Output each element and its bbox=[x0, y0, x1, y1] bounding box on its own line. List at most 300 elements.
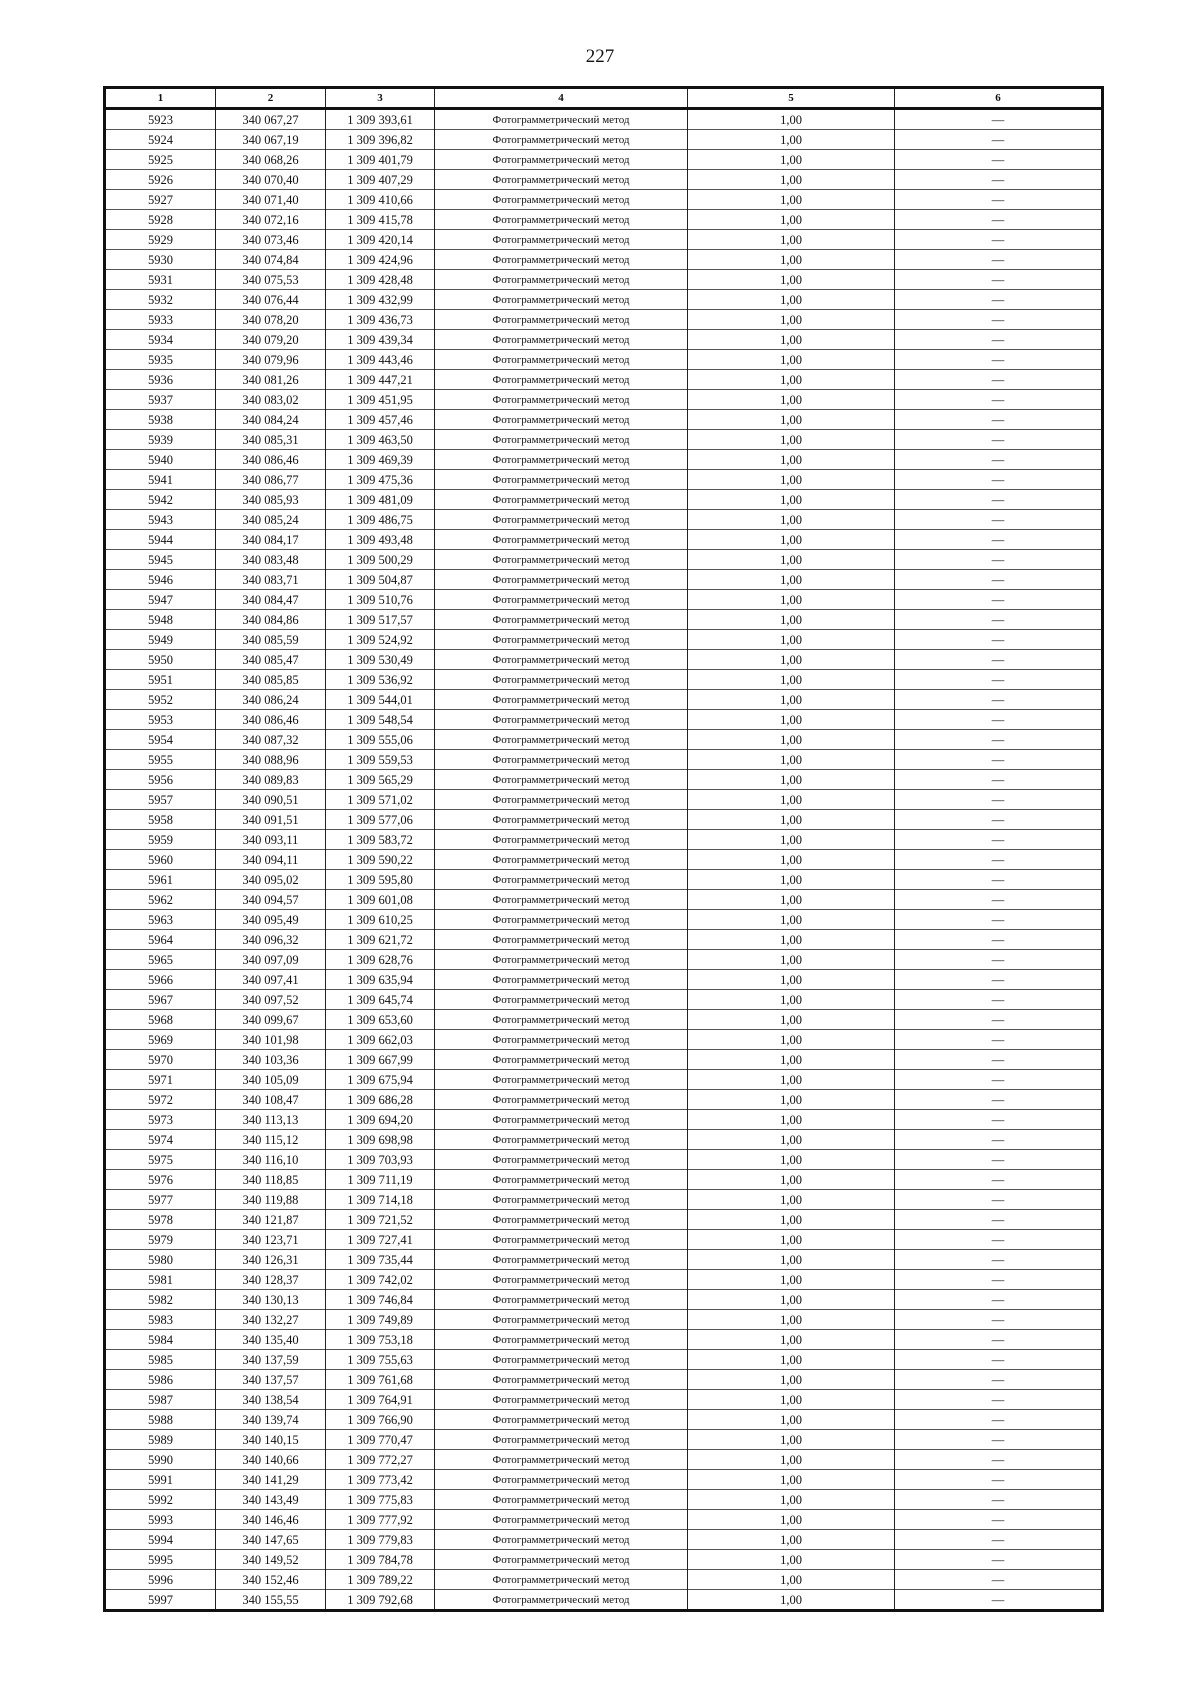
y-coordinate-cell: 1 309 667,99 bbox=[326, 1050, 435, 1070]
description-cell: — bbox=[895, 1450, 1103, 1470]
point-number-cell: 5984 bbox=[105, 1330, 216, 1350]
table-row bbox=[105, 1230, 1103, 1250]
x-coordinate-cell: 340 088,96 bbox=[216, 750, 326, 770]
y-coordinate-cell: 1 309 481,09 bbox=[326, 490, 435, 510]
description-cell: — bbox=[895, 170, 1103, 190]
accuracy-cell: 1,00 bbox=[688, 1310, 895, 1330]
x-coordinate-cell: 340 074,84 bbox=[216, 250, 326, 270]
x-coordinate-cell: 340 103,36 bbox=[216, 1050, 326, 1070]
x-coordinate-cell: 340 128,37 bbox=[216, 1270, 326, 1290]
method-cell: Фотограмметрический метод bbox=[435, 910, 688, 930]
method-cell: Фотограмметрический метод bbox=[435, 950, 688, 970]
description-cell: — bbox=[895, 1130, 1103, 1150]
description-cell: — bbox=[895, 210, 1103, 230]
x-coordinate-cell: 340 085,59 bbox=[216, 630, 326, 650]
table-row bbox=[105, 450, 1103, 470]
accuracy-cell: 1,00 bbox=[688, 270, 895, 290]
point-number-cell: 5969 bbox=[105, 1030, 216, 1050]
method-cell: Фотограмметрический метод bbox=[435, 330, 688, 350]
table-row bbox=[105, 1530, 1103, 1550]
method-cell: Фотограмметрический метод bbox=[435, 530, 688, 550]
point-number-cell: 5928 bbox=[105, 210, 216, 230]
accuracy-cell: 1,00 bbox=[688, 1030, 895, 1050]
y-coordinate-cell: 1 309 764,91 bbox=[326, 1390, 435, 1410]
table-row bbox=[105, 1390, 1103, 1410]
page-number: 227 bbox=[585, 46, 615, 67]
point-number-cell: 5973 bbox=[105, 1110, 216, 1130]
method-cell: Фотограмметрический метод bbox=[435, 1430, 688, 1450]
y-coordinate-cell: 1 309 393,61 bbox=[326, 109, 435, 130]
table-row bbox=[105, 1010, 1103, 1030]
accuracy-cell: 1,00 bbox=[688, 1230, 895, 1250]
column-header-1: 1 bbox=[105, 88, 216, 109]
point-number-cell: 5934 bbox=[105, 330, 216, 350]
y-coordinate-cell: 1 309 653,60 bbox=[326, 1010, 435, 1030]
y-coordinate-cell: 1 309 645,74 bbox=[326, 990, 435, 1010]
table-row bbox=[105, 1350, 1103, 1370]
accuracy-cell: 1,00 bbox=[688, 1010, 895, 1030]
y-coordinate-cell: 1 309 595,80 bbox=[326, 870, 435, 890]
description-cell: — bbox=[895, 1050, 1103, 1070]
point-number-cell: 5945 bbox=[105, 550, 216, 570]
accuracy-cell: 1,00 bbox=[688, 470, 895, 490]
table-row bbox=[105, 390, 1103, 410]
table-row bbox=[105, 250, 1103, 270]
y-coordinate-cell: 1 309 451,95 bbox=[326, 390, 435, 410]
point-number-cell: 5953 bbox=[105, 710, 216, 730]
method-cell: Фотограмметрический метод bbox=[435, 1150, 688, 1170]
y-coordinate-cell: 1 309 486,75 bbox=[326, 510, 435, 530]
description-cell: — bbox=[895, 1270, 1103, 1290]
table-row bbox=[105, 830, 1103, 850]
x-coordinate-cell: 340 097,52 bbox=[216, 990, 326, 1010]
description-cell: — bbox=[895, 490, 1103, 510]
table-row bbox=[105, 310, 1103, 330]
point-number-cell: 5956 bbox=[105, 770, 216, 790]
description-cell: — bbox=[895, 1090, 1103, 1110]
table-row bbox=[105, 109, 1103, 130]
y-coordinate-cell: 1 309 583,72 bbox=[326, 830, 435, 850]
method-cell: Фотограмметрический метод bbox=[435, 430, 688, 450]
accuracy-cell: 1,00 bbox=[688, 1210, 895, 1230]
point-number-cell: 5986 bbox=[105, 1370, 216, 1390]
x-coordinate-cell: 340 084,24 bbox=[216, 410, 326, 430]
description-cell: — bbox=[895, 1290, 1103, 1310]
method-cell: Фотограмметрический метод bbox=[435, 1410, 688, 1430]
x-coordinate-cell: 340 067,27 bbox=[216, 109, 326, 130]
method-cell: Фотограмметрический метод bbox=[435, 1550, 688, 1570]
description-cell: — bbox=[895, 550, 1103, 570]
accuracy-cell: 1,00 bbox=[688, 230, 895, 250]
point-number-cell: 5994 bbox=[105, 1530, 216, 1550]
x-coordinate-cell: 340 079,20 bbox=[216, 330, 326, 350]
table-row bbox=[105, 1550, 1103, 1570]
point-number-cell: 5968 bbox=[105, 1010, 216, 1030]
y-coordinate-cell: 1 309 469,39 bbox=[326, 450, 435, 470]
description-cell: — bbox=[895, 770, 1103, 790]
point-number-cell: 5947 bbox=[105, 590, 216, 610]
description-cell: — bbox=[895, 1250, 1103, 1270]
point-number-cell: 5982 bbox=[105, 1290, 216, 1310]
method-cell: Фотограмметрический метод bbox=[435, 210, 688, 230]
table-row bbox=[105, 430, 1103, 450]
description-cell: — bbox=[895, 1190, 1103, 1210]
method-cell: Фотограмметрический метод bbox=[435, 1370, 688, 1390]
table-row bbox=[105, 930, 1103, 950]
point-number-cell: 5997 bbox=[105, 1590, 216, 1611]
table-row bbox=[105, 630, 1103, 650]
method-cell: Фотограмметрический метод bbox=[435, 130, 688, 150]
description-cell: — bbox=[895, 1030, 1103, 1050]
point-number-cell: 5996 bbox=[105, 1570, 216, 1590]
description-cell: — bbox=[895, 730, 1103, 750]
description-cell: — bbox=[895, 1330, 1103, 1350]
y-coordinate-cell: 1 309 610,25 bbox=[326, 910, 435, 930]
x-coordinate-cell: 340 072,16 bbox=[216, 210, 326, 230]
y-coordinate-cell: 1 309 621,72 bbox=[326, 930, 435, 950]
accuracy-cell: 1,00 bbox=[688, 1050, 895, 1070]
x-coordinate-cell: 340 086,46 bbox=[216, 710, 326, 730]
point-number-cell: 5932 bbox=[105, 290, 216, 310]
point-number-cell: 5990 bbox=[105, 1450, 216, 1470]
y-coordinate-cell: 1 309 555,06 bbox=[326, 730, 435, 750]
method-cell: Фотограмметрический метод bbox=[435, 850, 688, 870]
description-cell: — bbox=[895, 130, 1103, 150]
y-coordinate-cell: 1 309 439,34 bbox=[326, 330, 435, 350]
y-coordinate-cell: 1 309 789,22 bbox=[326, 1570, 435, 1590]
coordinates-table bbox=[103, 86, 1104, 1612]
accuracy-cell: 1,00 bbox=[688, 1550, 895, 1570]
y-coordinate-cell: 1 309 432,99 bbox=[326, 290, 435, 310]
method-cell: Фотограмметрический метод bbox=[435, 770, 688, 790]
y-coordinate-cell: 1 309 635,94 bbox=[326, 970, 435, 990]
description-cell: — bbox=[895, 530, 1103, 550]
method-cell: Фотограмметрический метод bbox=[435, 810, 688, 830]
point-number-cell: 5972 bbox=[105, 1090, 216, 1110]
point-number-cell: 5924 bbox=[105, 130, 216, 150]
x-coordinate-cell: 340 071,40 bbox=[216, 190, 326, 210]
y-coordinate-cell: 1 309 410,66 bbox=[326, 190, 435, 210]
table-row bbox=[105, 350, 1103, 370]
description-cell: — bbox=[895, 1550, 1103, 1570]
x-coordinate-cell: 340 121,87 bbox=[216, 1210, 326, 1230]
table-row bbox=[105, 1190, 1103, 1210]
point-number-cell: 5960 bbox=[105, 850, 216, 870]
description-cell: — bbox=[895, 109, 1103, 130]
method-cell: Фотограмметрический метод bbox=[435, 1070, 688, 1090]
y-coordinate-cell: 1 309 766,90 bbox=[326, 1410, 435, 1430]
description-cell: — bbox=[895, 890, 1103, 910]
accuracy-cell: 1,00 bbox=[688, 1270, 895, 1290]
point-number-cell: 5943 bbox=[105, 510, 216, 530]
accuracy-cell: 1,00 bbox=[688, 310, 895, 330]
point-number-cell: 5927 bbox=[105, 190, 216, 210]
point-number-cell: 5963 bbox=[105, 910, 216, 930]
point-number-cell: 5959 bbox=[105, 830, 216, 850]
accuracy-cell: 1,00 bbox=[688, 1130, 895, 1150]
method-cell: Фотограмметрический метод bbox=[435, 1310, 688, 1330]
table-row bbox=[105, 670, 1103, 690]
accuracy-cell: 1,00 bbox=[688, 1330, 895, 1350]
table-row bbox=[105, 1570, 1103, 1590]
table-row bbox=[105, 790, 1103, 810]
method-cell: Фотограмметрический метод bbox=[435, 230, 688, 250]
table-row bbox=[105, 1270, 1103, 1290]
x-coordinate-cell: 340 083,02 bbox=[216, 390, 326, 410]
table-body bbox=[105, 109, 1103, 1611]
x-coordinate-cell: 340 119,88 bbox=[216, 1190, 326, 1210]
table-row bbox=[105, 1410, 1103, 1430]
method-cell: Фотограмметрический метод bbox=[435, 270, 688, 290]
y-coordinate-cell: 1 309 698,98 bbox=[326, 1130, 435, 1150]
method-cell: Фотограмметрический метод bbox=[435, 590, 688, 610]
accuracy-cell: 1,00 bbox=[688, 430, 895, 450]
x-coordinate-cell: 340 084,86 bbox=[216, 610, 326, 630]
table-row bbox=[105, 650, 1103, 670]
table-row bbox=[105, 750, 1103, 770]
point-number-cell: 5955 bbox=[105, 750, 216, 770]
accuracy-cell: 1,00 bbox=[688, 970, 895, 990]
coordinates-table-container bbox=[103, 86, 1101, 1612]
y-coordinate-cell: 1 309 662,03 bbox=[326, 1030, 435, 1050]
y-coordinate-cell: 1 309 770,47 bbox=[326, 1430, 435, 1450]
table-row bbox=[105, 870, 1103, 890]
table-row bbox=[105, 170, 1103, 190]
table-row bbox=[105, 210, 1103, 230]
table-row bbox=[105, 1370, 1103, 1390]
y-coordinate-cell: 1 309 749,89 bbox=[326, 1310, 435, 1330]
y-coordinate-cell: 1 309 401,79 bbox=[326, 150, 435, 170]
table-row bbox=[105, 550, 1103, 570]
x-coordinate-cell: 340 087,32 bbox=[216, 730, 326, 750]
accuracy-cell: 1,00 bbox=[688, 710, 895, 730]
point-number-cell: 5971 bbox=[105, 1070, 216, 1090]
x-coordinate-cell: 340 097,41 bbox=[216, 970, 326, 990]
x-coordinate-cell: 340 113,13 bbox=[216, 1110, 326, 1130]
point-number-cell: 5992 bbox=[105, 1490, 216, 1510]
accuracy-cell: 1,00 bbox=[688, 1110, 895, 1130]
x-coordinate-cell: 340 095,49 bbox=[216, 910, 326, 930]
method-cell: Фотограмметрический метод bbox=[435, 1450, 688, 1470]
method-cell: Фотограмметрический метод bbox=[435, 1030, 688, 1050]
method-cell: Фотограмметрический метод bbox=[435, 470, 688, 490]
accuracy-cell: 1,00 bbox=[688, 1150, 895, 1170]
method-cell: Фотограмметрический метод bbox=[435, 450, 688, 470]
y-coordinate-cell: 1 309 530,49 bbox=[326, 650, 435, 670]
accuracy-cell: 1,00 bbox=[688, 990, 895, 1010]
description-cell: — bbox=[895, 1170, 1103, 1190]
table-row bbox=[105, 1510, 1103, 1530]
table-row bbox=[105, 530, 1103, 550]
x-coordinate-cell: 340 067,19 bbox=[216, 130, 326, 150]
point-number-cell: 5925 bbox=[105, 150, 216, 170]
table-row bbox=[105, 970, 1103, 990]
table-row bbox=[105, 230, 1103, 250]
point-number-cell: 5926 bbox=[105, 170, 216, 190]
description-cell: — bbox=[895, 930, 1103, 950]
point-number-cell: 5988 bbox=[105, 1410, 216, 1430]
point-number-cell: 5970 bbox=[105, 1050, 216, 1070]
accuracy-cell: 1,00 bbox=[688, 570, 895, 590]
table-row bbox=[105, 1310, 1103, 1330]
accuracy-cell: 1,00 bbox=[688, 890, 895, 910]
method-cell: Фотограмметрический метод bbox=[435, 550, 688, 570]
description-cell: — bbox=[895, 1350, 1103, 1370]
x-coordinate-cell: 340 099,67 bbox=[216, 1010, 326, 1030]
y-coordinate-cell: 1 309 571,02 bbox=[326, 790, 435, 810]
y-coordinate-cell: 1 309 772,27 bbox=[326, 1450, 435, 1470]
table-row bbox=[105, 510, 1103, 530]
accuracy-cell: 1,00 bbox=[688, 850, 895, 870]
method-cell: Фотограмметрический метод bbox=[435, 570, 688, 590]
description-cell: — bbox=[895, 270, 1103, 290]
method-cell: Фотограмметрический метод bbox=[435, 670, 688, 690]
point-number-cell: 5941 bbox=[105, 470, 216, 490]
table-row bbox=[105, 1470, 1103, 1490]
method-cell: Фотограмметрический метод bbox=[435, 190, 688, 210]
description-cell: — bbox=[895, 1390, 1103, 1410]
x-coordinate-cell: 340 085,93 bbox=[216, 490, 326, 510]
point-number-cell: 5983 bbox=[105, 1310, 216, 1330]
accuracy-cell: 1,00 bbox=[688, 1410, 895, 1430]
accuracy-cell: 1,00 bbox=[688, 610, 895, 630]
accuracy-cell: 1,00 bbox=[688, 210, 895, 230]
x-coordinate-cell: 340 101,98 bbox=[216, 1030, 326, 1050]
y-coordinate-cell: 1 309 784,78 bbox=[326, 1550, 435, 1570]
table-row bbox=[105, 1210, 1103, 1230]
method-cell: Фотограмметрический метод bbox=[435, 970, 688, 990]
accuracy-cell: 1,00 bbox=[688, 670, 895, 690]
point-number-cell: 5979 bbox=[105, 1230, 216, 1250]
method-cell: Фотограмметрический метод bbox=[435, 109, 688, 130]
x-coordinate-cell: 340 094,57 bbox=[216, 890, 326, 910]
table-row bbox=[105, 730, 1103, 750]
point-number-cell: 5937 bbox=[105, 390, 216, 410]
y-coordinate-cell: 1 309 773,42 bbox=[326, 1470, 435, 1490]
x-coordinate-cell: 340 075,53 bbox=[216, 270, 326, 290]
accuracy-cell: 1,00 bbox=[688, 1470, 895, 1490]
y-coordinate-cell: 1 309 721,52 bbox=[326, 1210, 435, 1230]
x-coordinate-cell: 340 140,66 bbox=[216, 1450, 326, 1470]
y-coordinate-cell: 1 309 775,83 bbox=[326, 1490, 435, 1510]
x-coordinate-cell: 340 126,31 bbox=[216, 1250, 326, 1270]
y-coordinate-cell: 1 309 755,63 bbox=[326, 1350, 435, 1370]
y-coordinate-cell: 1 309 686,28 bbox=[326, 1090, 435, 1110]
accuracy-cell: 1,00 bbox=[688, 170, 895, 190]
accuracy-cell: 1,00 bbox=[688, 450, 895, 470]
table-row bbox=[105, 910, 1103, 930]
table-row bbox=[105, 890, 1103, 910]
y-coordinate-cell: 1 309 601,08 bbox=[326, 890, 435, 910]
description-cell: — bbox=[895, 150, 1103, 170]
accuracy-cell: 1,00 bbox=[688, 650, 895, 670]
y-coordinate-cell: 1 309 703,93 bbox=[326, 1150, 435, 1170]
table-row bbox=[105, 290, 1103, 310]
x-coordinate-cell: 340 132,27 bbox=[216, 1310, 326, 1330]
y-coordinate-cell: 1 309 424,96 bbox=[326, 250, 435, 270]
accuracy-cell: 1,00 bbox=[688, 1450, 895, 1470]
accuracy-cell: 1,00 bbox=[688, 1390, 895, 1410]
accuracy-cell: 1,00 bbox=[688, 250, 895, 270]
method-cell: Фотограмметрический метод bbox=[435, 310, 688, 330]
x-coordinate-cell: 340 083,71 bbox=[216, 570, 326, 590]
accuracy-cell: 1,00 bbox=[688, 1250, 895, 1270]
y-coordinate-cell: 1 309 577,06 bbox=[326, 810, 435, 830]
description-cell: — bbox=[895, 570, 1103, 590]
x-coordinate-cell: 340 097,09 bbox=[216, 950, 326, 970]
y-coordinate-cell: 1 309 447,21 bbox=[326, 370, 435, 390]
description-cell: — bbox=[895, 1490, 1103, 1510]
point-number-cell: 5964 bbox=[105, 930, 216, 950]
method-cell: Фотограмметрический метод bbox=[435, 650, 688, 670]
method-cell: Фотограмметрический метод bbox=[435, 1170, 688, 1190]
point-number-cell: 5976 bbox=[105, 1170, 216, 1190]
method-cell: Фотограмметрический метод bbox=[435, 290, 688, 310]
accuracy-cell: 1,00 bbox=[688, 550, 895, 570]
description-cell: — bbox=[895, 450, 1103, 470]
method-cell: Фотограмметрический метод bbox=[435, 150, 688, 170]
accuracy-cell: 1,00 bbox=[688, 1590, 895, 1611]
y-coordinate-cell: 1 309 548,54 bbox=[326, 710, 435, 730]
point-number-cell: 5981 bbox=[105, 1270, 216, 1290]
description-cell: — bbox=[895, 830, 1103, 850]
table-row bbox=[105, 850, 1103, 870]
x-coordinate-cell: 340 081,26 bbox=[216, 370, 326, 390]
y-coordinate-cell: 1 309 420,14 bbox=[326, 230, 435, 250]
table-row bbox=[105, 1450, 1103, 1470]
method-cell: Фотограмметрический метод bbox=[435, 350, 688, 370]
table-row bbox=[105, 1030, 1103, 1050]
description-cell: — bbox=[895, 1570, 1103, 1590]
table-row bbox=[105, 130, 1103, 150]
description-cell: — bbox=[895, 1110, 1103, 1130]
accuracy-cell: 1,00 bbox=[688, 150, 895, 170]
method-cell: Фотограмметрический метод bbox=[435, 710, 688, 730]
description-cell: — bbox=[895, 630, 1103, 650]
x-coordinate-cell: 340 091,51 bbox=[216, 810, 326, 830]
accuracy-cell: 1,00 bbox=[688, 810, 895, 830]
x-coordinate-cell: 340 085,31 bbox=[216, 430, 326, 450]
method-cell: Фотограмметрический метод bbox=[435, 730, 688, 750]
accuracy-cell: 1,00 bbox=[688, 1490, 895, 1510]
point-number-cell: 5944 bbox=[105, 530, 216, 550]
table-row bbox=[105, 370, 1103, 390]
y-coordinate-cell: 1 309 742,02 bbox=[326, 1270, 435, 1290]
point-number-cell: 5938 bbox=[105, 410, 216, 430]
description-cell: — bbox=[895, 1230, 1103, 1250]
description-cell: — bbox=[895, 310, 1103, 330]
description-cell: — bbox=[895, 250, 1103, 270]
x-coordinate-cell: 340 155,55 bbox=[216, 1590, 326, 1611]
x-coordinate-cell: 340 096,32 bbox=[216, 930, 326, 950]
description-cell: — bbox=[895, 470, 1103, 490]
y-coordinate-cell: 1 309 463,50 bbox=[326, 430, 435, 450]
x-coordinate-cell: 340 086,24 bbox=[216, 690, 326, 710]
accuracy-cell: 1,00 bbox=[688, 490, 895, 510]
point-number-cell: 5929 bbox=[105, 230, 216, 250]
x-coordinate-cell: 340 138,54 bbox=[216, 1390, 326, 1410]
description-cell: — bbox=[895, 790, 1103, 810]
table-row bbox=[105, 470, 1103, 490]
method-cell: Фотограмметрический метод bbox=[435, 930, 688, 950]
y-coordinate-cell: 1 309 675,94 bbox=[326, 1070, 435, 1090]
method-cell: Фотограмметрический метод bbox=[435, 1530, 688, 1550]
point-number-cell: 5952 bbox=[105, 690, 216, 710]
table-row bbox=[105, 770, 1103, 790]
x-coordinate-cell: 340 135,40 bbox=[216, 1330, 326, 1350]
table-row bbox=[105, 410, 1103, 430]
point-number-cell: 5923 bbox=[105, 109, 216, 130]
